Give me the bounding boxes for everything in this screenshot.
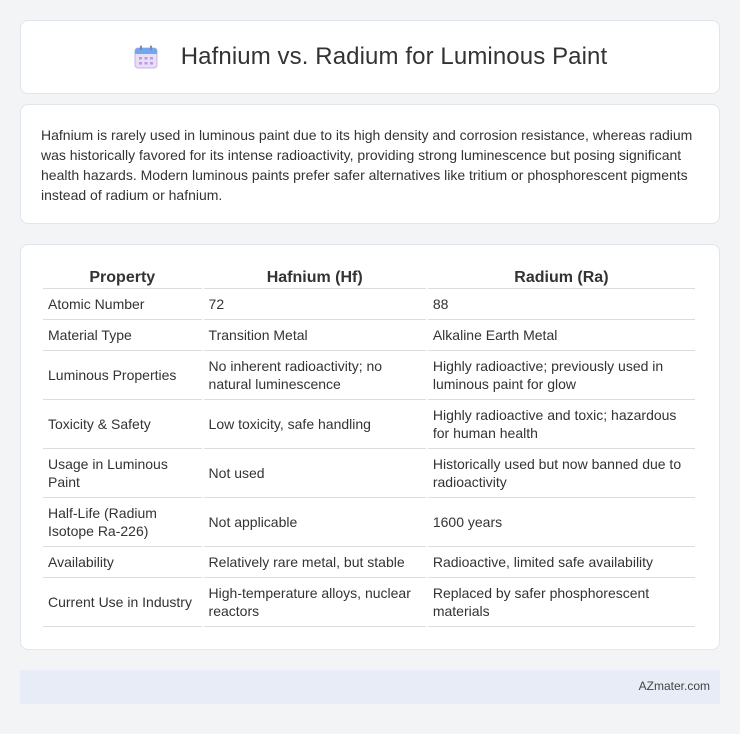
table-cell: Luminous Properties	[43, 351, 202, 400]
table-cell: Material Type	[43, 320, 202, 351]
table-cell: Historically used but now banned due to radioactivity	[428, 449, 695, 498]
table-row	[43, 351, 695, 400]
table-cell: Highly radioactive; previously used in luminous paint for glow	[428, 351, 695, 400]
table-row	[43, 400, 695, 449]
comparison-card	[20, 244, 720, 650]
title-card	[20, 20, 720, 94]
table-cell: Usage in Luminous Paint	[43, 449, 202, 498]
header-property: Property	[43, 265, 202, 289]
table-cell: 1600 years	[428, 498, 695, 547]
table-cell: No inherent radioactivity; no natural luminescence	[204, 351, 426, 400]
table-cell: Toxicity & Safety	[43, 400, 202, 449]
table-cell: Relatively rare metal, but stable	[204, 547, 426, 578]
calendar-icon	[133, 44, 159, 70]
comparison-table	[41, 265, 697, 627]
table-cell: Not used	[204, 449, 426, 498]
table-cell: High-temperature alloys, nuclear reactors	[204, 578, 426, 627]
table-row	[43, 289, 695, 320]
table-cell: Half-Life (Radium Isotope Ra-226)	[43, 498, 202, 547]
table-row	[43, 320, 695, 351]
table-cell: Current Use in Industry	[43, 578, 202, 627]
table-row	[43, 449, 695, 498]
table-header-row	[43, 265, 695, 289]
table-cell: 72	[204, 289, 426, 320]
table-row	[43, 578, 695, 627]
table-cell: Highly radioactive and toxic; hazardous for human health	[428, 400, 695, 449]
table-cell: Low toxicity, safe handling	[204, 400, 426, 449]
table-cell: Atomic Number	[43, 289, 202, 320]
table-cell: Replaced by safer phosphorescent materials	[428, 578, 695, 627]
table-cell: Transition Metal	[204, 320, 426, 351]
header-radium: Radium (Ra)	[428, 265, 695, 289]
footer-brand: AZmater.com	[638, 679, 710, 693]
table-cell: Availability	[43, 547, 202, 578]
header-hafnium: Hafnium (Hf)	[204, 265, 426, 289]
footer-bar	[20, 670, 720, 704]
table-cell: 88	[428, 289, 695, 320]
page-title: Hafnium vs. Radium for Luminous Paint	[180, 43, 608, 70]
intro-text: Hafnium is rarely used in luminous paint due to its high density and corrosion resistance, whereas radium was historically favored for its intense radioactivity, providing strong luminescence but posing significant health hazards. Modern luminous paints prefer safer alternatives like tritium or phosphorescent pigments instead of radium or hafnium.	[41, 127, 693, 203]
table-row	[43, 498, 695, 547]
intro-card	[20, 104, 720, 224]
table-cell: Alkaline Earth Metal	[428, 320, 695, 351]
table-row	[43, 547, 695, 578]
table-cell: Radioactive, limited safe availability	[428, 547, 695, 578]
table-cell: Not applicable	[204, 498, 426, 547]
